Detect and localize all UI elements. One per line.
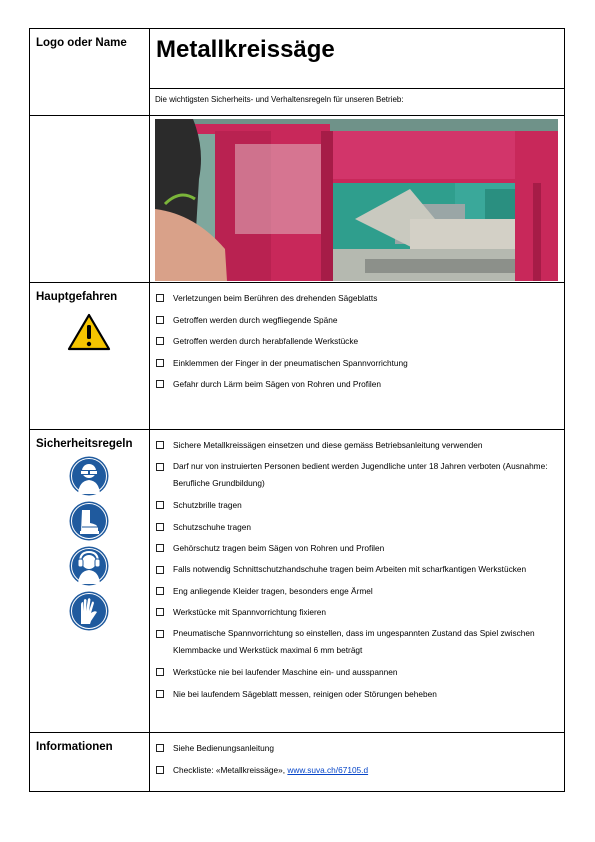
safety-boots-icon (69, 501, 109, 541)
list-item: Schutzschuhe tragen (156, 518, 560, 536)
list-item: Sichere Metallkreissägen einsetzen und diese gemäss Betriebsanleitung verwenden (156, 436, 560, 454)
page-title: Metallkreissäge (156, 36, 335, 63)
checkbox-icon (156, 359, 164, 367)
list-item: Eng anliegende Kleider tragen, besonders enge Ärmel (156, 582, 560, 600)
hazards-list (150, 283, 564, 393)
checkbox-icon (156, 501, 164, 509)
list-item: Gefahr durch Lärm beim Sägen von Rohren und Profilen (156, 375, 560, 393)
list-item: Werkstücke nie bei laufender Maschine ein- und ausspannen (156, 663, 560, 681)
logo-cell (30, 29, 150, 116)
list-item: Schutzbrille tragen (156, 496, 560, 514)
hazards-label-cell (30, 283, 150, 430)
checkbox-icon (156, 441, 164, 449)
ear-protection-icon (69, 546, 109, 586)
list-item: Getroffen werden durch herabfallende Werkstücke (156, 332, 560, 350)
checkbox-icon (156, 544, 164, 552)
list-item: Pneumatische Spannvorrichtung so einstellen, dass im ungespannten Zustand das Spiel zwischen Klemmbacke und Werkstück maximal 6 mm beträgt (156, 625, 560, 660)
safety-icons (30, 450, 149, 631)
info-label-cell (30, 733, 150, 792)
list-item: Einklemmen der Finger in der pneumatischen Spannvorrichtung (156, 354, 560, 372)
list-item: Gehörschutz tragen beim Sägen von Rohren und Profilen (156, 539, 560, 557)
hazards-label: Hauptgefahren (36, 291, 118, 303)
checkbox-icon (156, 587, 164, 595)
safety-gloves-icon (69, 591, 109, 631)
checkbox-icon (156, 608, 164, 616)
checklist-link[interactable]: www.suva.ch/67105.d (287, 764, 369, 775)
checkbox-icon (156, 668, 164, 676)
machine-photo (155, 119, 558, 281)
page-subtitle: Die wichtigsten Sicherheits- und Verhaltensregeln für unseren Betrieb: (155, 95, 404, 104)
list-item: Nie bei laufendem Sägeblatt messen, reinigen oder Störungen beheben (156, 685, 560, 703)
rules-list (150, 430, 564, 703)
info-label: Informationen (36, 741, 113, 753)
list-item: Siehe Bedienungsanleitung (156, 739, 560, 757)
list-item: Checkliste: «Metallkreissäge», www.suva.ch/67105.d (156, 761, 560, 779)
rules-list-cell (150, 430, 565, 733)
list-item: Getroffen werden durch wegfliegende Späne (156, 311, 560, 329)
rules-label-cell (30, 430, 150, 733)
list-item: Werkstücke mit Spannvorrichtung fixieren (156, 603, 560, 621)
checkbox-icon (156, 630, 164, 638)
checkbox-icon (156, 523, 164, 531)
list-item: Falls notwendig Schnittschutzhandschuhe tragen beim Arbeiten mit scharfkantigen Werkstücken (156, 561, 560, 579)
checkbox-icon (156, 463, 164, 471)
list-item: Verletzungen beim Berühren des drehenden Sägeblatts (156, 289, 560, 307)
warning-triangle-icon (67, 313, 111, 351)
checkbox-icon (156, 337, 164, 345)
info-list (150, 733, 564, 779)
logo-label: Logo oder Name (36, 37, 127, 49)
checkbox-icon (156, 316, 164, 324)
subtitle-cell (150, 89, 565, 116)
checkbox-icon (156, 380, 164, 388)
checkbox-icon (156, 566, 164, 574)
info-list-cell (150, 733, 565, 792)
photo-cell (150, 116, 565, 283)
rules-label: Sicherheitsregeln (36, 438, 133, 450)
checkbox-icon (156, 744, 164, 752)
checkbox-icon (156, 294, 164, 302)
list-item: Darf nur von instruierten Personen bedient werden Jugendliche unter 18 Jahren verboten (Ausnahme: Berufliche Grundbildung) (156, 458, 560, 493)
checkbox-icon (156, 766, 164, 774)
safety-sheet (29, 28, 565, 792)
checkbox-icon (156, 690, 164, 698)
title-cell (150, 29, 565, 89)
hazards-list-cell (150, 283, 565, 430)
safety-goggles-icon (69, 456, 109, 496)
photo-left-cell (30, 116, 150, 283)
